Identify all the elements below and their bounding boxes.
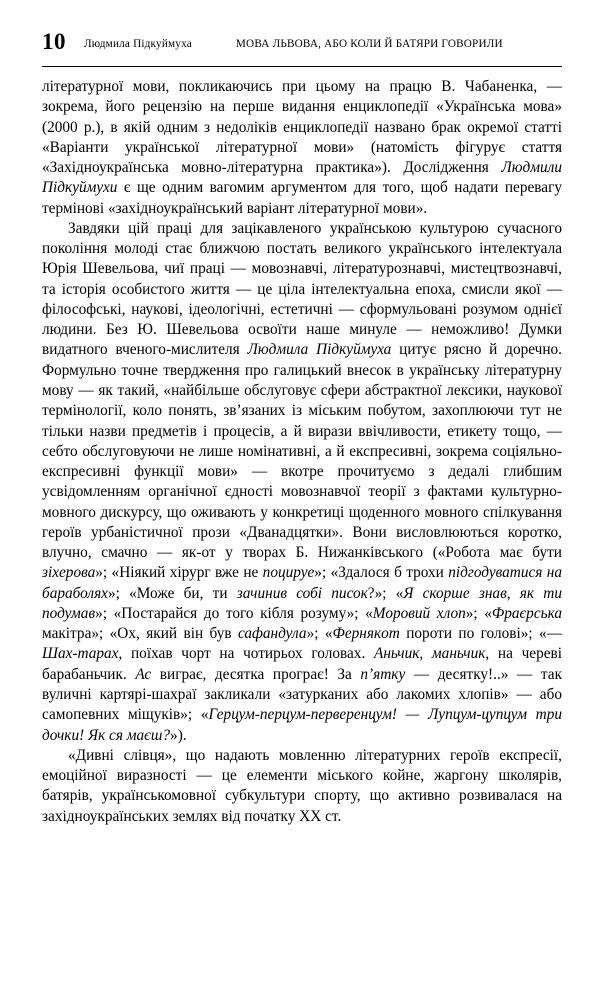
text-run: — десятку!..» — так вуличні картярі-шахраї закликали «затурканих або лакомих хлопів» — або самопевних міщуків»; « xyxy=(42,665,562,724)
text-run: »; «Здалося б трохи xyxy=(314,564,449,582)
text-run: »; « xyxy=(465,604,492,622)
emphasis-run: зачинив собі писок xyxy=(236,584,368,602)
text-run: літературної мови, покликаючись при цьому на працю В. Чабаненка, — зокрема, його рецензію на перше видання енциклопедії «Українська мова» (2000 р.), в якій одним з недоліків енциклопедії названо брак окремої статті «Варіанти української літературної мови» (натомість фігурує стаття «Західноукраїнська мовно-літературна практика»). Дослідження xyxy=(42,78,562,177)
page-number: 10 xyxy=(42,29,66,54)
emphasis-run: підгодуватися на бараболях xyxy=(42,564,563,602)
header-rule xyxy=(42,66,562,67)
emphasis-run: Я скорше знав, як ти подумав xyxy=(42,584,562,622)
text-run: розуму»; « xyxy=(293,604,373,622)
text-run: »; «Ніякий хірург вже не xyxy=(95,564,263,582)
text-run: є ще одним вагомим аргументом для того, щоб надати перевагу термінові «західноукраїнський варіант літературної мови». xyxy=(42,179,562,217)
emphasis-run: Шах-тарах xyxy=(42,645,119,663)
text-run: ?»; « xyxy=(367,584,404,602)
emphasis-run: Герцум-перцум-перверенцум! — Лупцум-цупцум три дочки! Як ся маєш? xyxy=(42,706,562,744)
text-run: виграє, десятка програє! За xyxy=(151,665,361,683)
emphasis-run: Ас xyxy=(135,665,152,683)
running-head-author: Людмила Підкуймуха xyxy=(84,38,192,50)
text-run: , на череві барабаньчик. xyxy=(42,645,562,683)
emphasis-run: Аньчик, маньчик xyxy=(373,645,486,663)
text-run: макітра»; «Ох, який він був xyxy=(42,625,238,643)
emphasis-run: сафандула xyxy=(238,625,307,643)
running-head xyxy=(42,28,562,62)
emphasis-run: Моровий хлоп xyxy=(372,604,466,622)
emphasis-run: зіхерова xyxy=(42,564,96,582)
text-run: »). xyxy=(170,726,187,744)
text-run: Завдяки цій праці для зацікавленого українською культурою сучасного покоління молоді стає ближчою постать великого українського інтелектуала Юрія Шевельова, чиї праці — мовознавчі, літературознавчі, мистецтвознавчі, та історія особистого життя — це ціла інтелектуальна епоха, смисли якої — філософські, наукові, ідеологічні, естетичні — сформульовані розумом однієї людини. Без Ю. Шевельова освоїти наше минуле — неможливо! Думки видатного вченого-мислителя xyxy=(42,219,562,359)
text-run: кібля xyxy=(260,604,294,622)
emphasis-run: Людмили Підкуймухи xyxy=(42,159,562,197)
body-text xyxy=(42,77,562,827)
text-run: цитує рясно й доречно. Формульно точне твердження про галицький внесок в українську літературну мову — як такий, «найбільше обслуговує сфери абстрактної лексики, наукової термінології, коло понять, зв’язаних із міським побутом, захоплюючи тут не тільки назви предметів і процесів, а й вирази ввічливости, етикету тощо, — себто обслуговуючи не лише номінативні, а й експресивні, зокрема соціяльно-експресивні функції мови» — вкотре прочитуємо з дедалі глибшим усвідомленням органічної єдності мовознавчої теорії з фактами культурно-мовного дискурсу, що оживають у конкретиці щоденного мовного спілкування героїв урбаністичної прози «Дванадцятки». Вони висловлюються коротко, влучно, смачно — як-от у творах Б. Нижанківського («Робота має бути xyxy=(42,341,563,562)
paragraph-3 xyxy=(42,746,562,827)
text-run: , поїхав чорт на чотирьох головах. xyxy=(118,645,374,663)
emphasis-run: п’ятку xyxy=(360,665,406,683)
text-run: »; «Може би, ти xyxy=(107,584,237,602)
text-run: »; « xyxy=(306,625,333,643)
running-head-title: МОВА ЛЬВОВА, АБО КОЛИ Й БАТЯРИ ГОВОРИЛИ xyxy=(235,38,503,50)
text-run: »; «Постарайся до того xyxy=(95,604,261,622)
emphasis-run: поцируе xyxy=(262,564,315,582)
paragraph-1 xyxy=(42,77,562,219)
emphasis-run: Фраєрська xyxy=(491,604,562,622)
emphasis-run: Людмила Підкуймуха xyxy=(247,341,392,359)
text-run: пороти по голові»; «— xyxy=(399,625,562,643)
text-run: «Дивні слівця», що надають мовленню літературних героїв експресії, емоційної виразності — це елементи міського койне, жаргону школярів, батярів, українськомовної субкультури спорту, що активно розвивалася на західноукраїнських землях від початку XX ст. xyxy=(42,746,562,825)
emphasis-run: Фернякom xyxy=(332,625,400,643)
paragraph-2 xyxy=(42,219,562,746)
